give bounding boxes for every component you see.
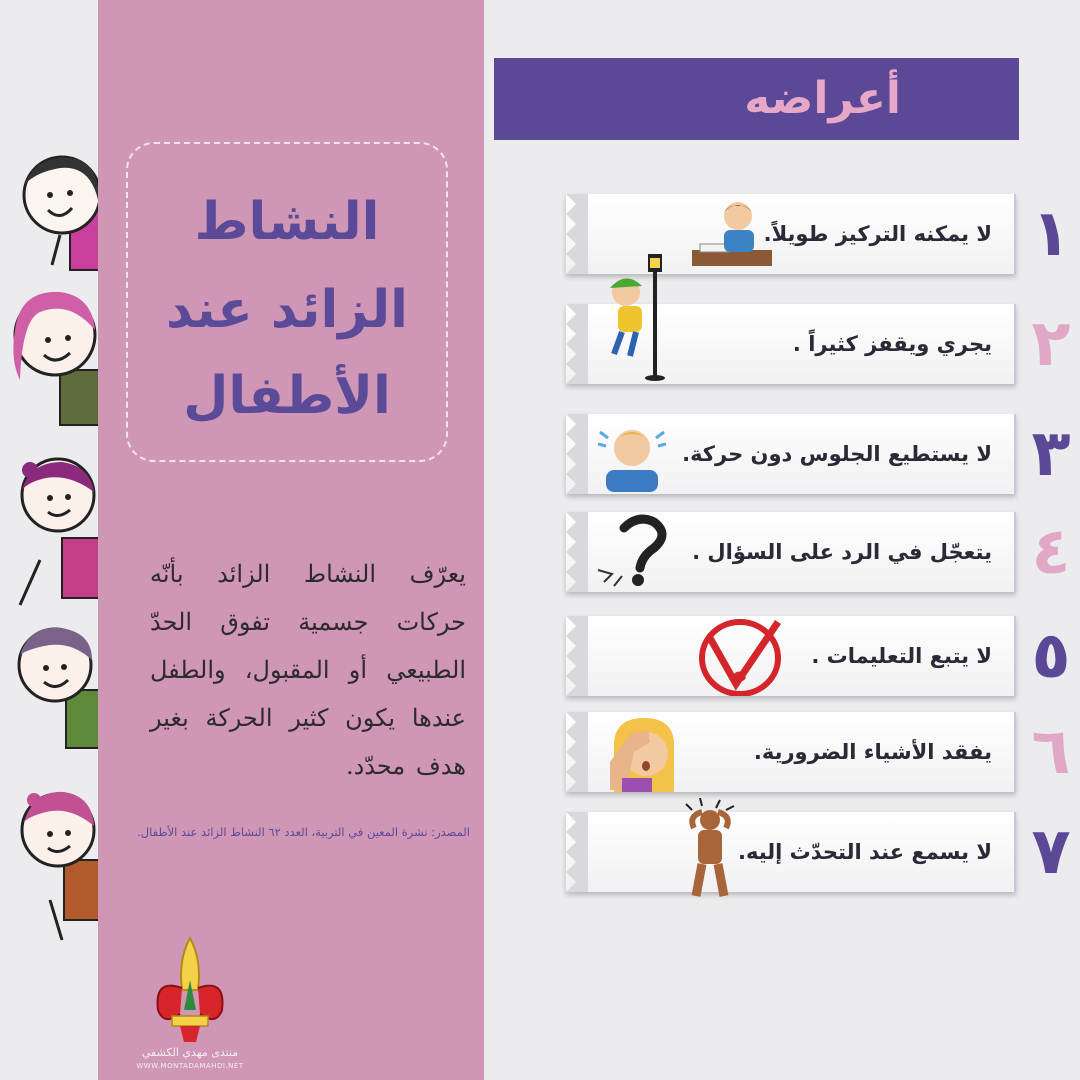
symptom-card xyxy=(566,812,1016,892)
symptom-text: يفقد الأشياء الضرورية. xyxy=(753,740,992,764)
symptom-number: ١ xyxy=(1031,197,1071,271)
logo-name: منتدى مهدي الكشفي xyxy=(141,1046,239,1059)
symptom-number: ٦ xyxy=(1031,715,1071,789)
symptom-number: ٧ xyxy=(1031,815,1071,889)
symptom-number: ٢ xyxy=(1031,307,1071,381)
symptom-card xyxy=(566,414,1016,494)
cartoon-kids-icon xyxy=(0,0,100,1080)
torn-edge-icon xyxy=(566,304,588,384)
torn-edge-icon xyxy=(566,414,588,494)
child-climbing-lamppost-icon xyxy=(600,244,680,382)
title-line-2: الزائد عند xyxy=(166,280,408,340)
source-citation: المصدر: نشرة المعين في التربية، العدد ٦٢ النشاط الزائد عند الأطفال. xyxy=(137,825,470,839)
scout-fleur-de-lis-logo-icon xyxy=(140,930,240,1060)
cracked-question-mark-icon xyxy=(594,512,676,592)
symptom-text: لا يسمع عند التحدّث إليه. xyxy=(738,840,992,864)
logo-url: WWW.MONTADAMAHDI.NET xyxy=(136,1062,244,1070)
definition-text: يعرّف النشاط الزائد بأنّه حركات جسمية تفوق الحدّ الطبيعي أو المقبول، والطفل عندها يكون كثير الحركة بغير هدف محدّد. xyxy=(150,560,466,780)
crossed-check-icon xyxy=(696,616,786,696)
symptom-number: ٥ xyxy=(1031,619,1071,693)
title-line-1: النشاط xyxy=(194,192,380,252)
fidgeting-boy-icon xyxy=(594,414,670,494)
symptom-text: لا يتبع التعليمات . xyxy=(811,644,992,668)
symptom-number: ٣ xyxy=(1031,417,1071,491)
symptom-text: لا يمكنه التركيز طويلاً. xyxy=(763,222,992,246)
symptom-text: لا يستطيع الجلوس دون حركة. xyxy=(682,442,992,466)
facepalm-girl-icon xyxy=(606,712,682,792)
symptoms-header-title: أعراضه xyxy=(744,73,901,124)
symptom-card xyxy=(566,616,1016,696)
child-studying-icon xyxy=(690,194,774,274)
title-frame xyxy=(126,142,448,462)
symptom-number: ٤ xyxy=(1031,515,1071,589)
symptom-row xyxy=(566,512,1016,598)
symptom-card xyxy=(566,712,1016,792)
torn-edge-icon xyxy=(566,616,588,696)
symptoms-header xyxy=(494,58,1019,140)
symptom-row xyxy=(566,616,1016,702)
symptom-text: يجري ويقفز كثيراً . xyxy=(792,332,992,356)
symptom-card xyxy=(566,512,1016,592)
torn-edge-icon xyxy=(566,194,588,274)
symptom-text: يتعجّل في الرد على السؤال . xyxy=(692,540,992,564)
symptom-row xyxy=(566,812,1016,898)
symptom-row xyxy=(566,414,1016,500)
torn-edge-icon xyxy=(566,512,588,592)
torn-edge-icon xyxy=(566,712,588,792)
title-line-3: الأطفال xyxy=(183,366,391,426)
torn-edge-icon xyxy=(566,812,588,892)
frustrated-figure-icon xyxy=(680,798,740,898)
kids-illustration-strip xyxy=(0,0,100,1080)
symptom-row xyxy=(566,712,1016,798)
